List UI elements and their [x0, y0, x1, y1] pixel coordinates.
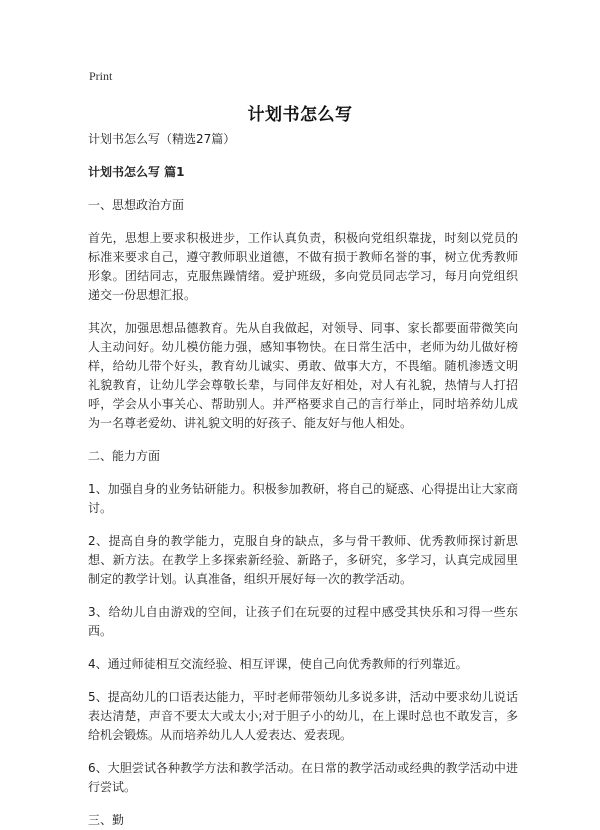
list-item-1: 1、加强自身的业务钻研能力。积极参加教研，将自己的疑惑、心得提出让大家商讨。 — [88, 482, 518, 515]
document-subtitle: 计划书怎么写（精选27篇） — [88, 132, 236, 146]
paragraph-2: 其次，加强思想品德教育。先从自我做起，对领导、同事、家长都要面带微笑向人主动问好。幼儿模仿能力强，感知事物快。在日常生活中，老师为幼儿做好榜样，给幼儿带个好头，教育幼儿诚实、勇敢、做事大方，不畏缩。随机渗透文明礼貌教育，让幼儿学会尊敬长辈，与同伴友好相处，对人有礼貌，热情与人打招呼，学会从小事关心、帮助别人。并严格要求自己的言行举止，同时培养幼儿成为一名尊老爱幼、讲礼貌文明的好孩子、能友好与他人相处。 — [88, 321, 518, 430]
heading-diligence: 三、勤 — [88, 813, 125, 827]
list-item-5: 5、提高幼儿的口语表达能力，平时老师带领幼儿多说多讲，活动中要求幼儿说话表达清楚，声音不要太大或太小;对于胆子小的幼儿，在上课时总也不敢发言，多给机会锻炼。从而培养幼儿人人爱表达、爱表现。 — [88, 690, 518, 742]
list-item-2: 2、提高自身的教学能力，克服自身的缺点，多与骨干教师、优秀教师探讨新思想、新方法。在教学上多探索新经验、新路子，多研究，多学习，认真完成园里制定的教学计划。认真准备，组织开展好每一次的教学活动。 — [88, 534, 518, 586]
paragraph-1: 首先，思想上要求积极进步，工作认真负责，积极向党组织靠拢，时刻以党员的标准来要求自己，遵守教师职业道德，不做有损于教师名誉的事，树立优秀教师形象。团结同志，克服焦躁情绪。爱护班级，多向党员同志学习，每月向党组织递交一份思想汇报。 — [88, 231, 518, 302]
document-title: 计划书怎么写 — [247, 105, 353, 125]
section-title: 计划书怎么写 篇1 — [88, 165, 185, 179]
heading-politics: 一、思想政治方面 — [88, 198, 185, 212]
list-item-6: 6、大胆尝试各种教学方法和教学活动。在日常的教学活动或经典的教学活动中进行尝试。 — [88, 761, 518, 794]
list-item-3: 3、给幼儿自由游戏的空间，让孩子们在玩耍的过程中感受其快乐和习得一些东西。 — [88, 605, 518, 638]
document-body — [88, 130, 518, 830]
print-link[interactable]: Print — [89, 69, 113, 83]
heading-ability: 二、能力方面 — [88, 449, 161, 463]
list-item-4: 4、通过师徒相互交流经验、相互评课，使自己向优秀教师的行列靠近。 — [88, 657, 468, 671]
